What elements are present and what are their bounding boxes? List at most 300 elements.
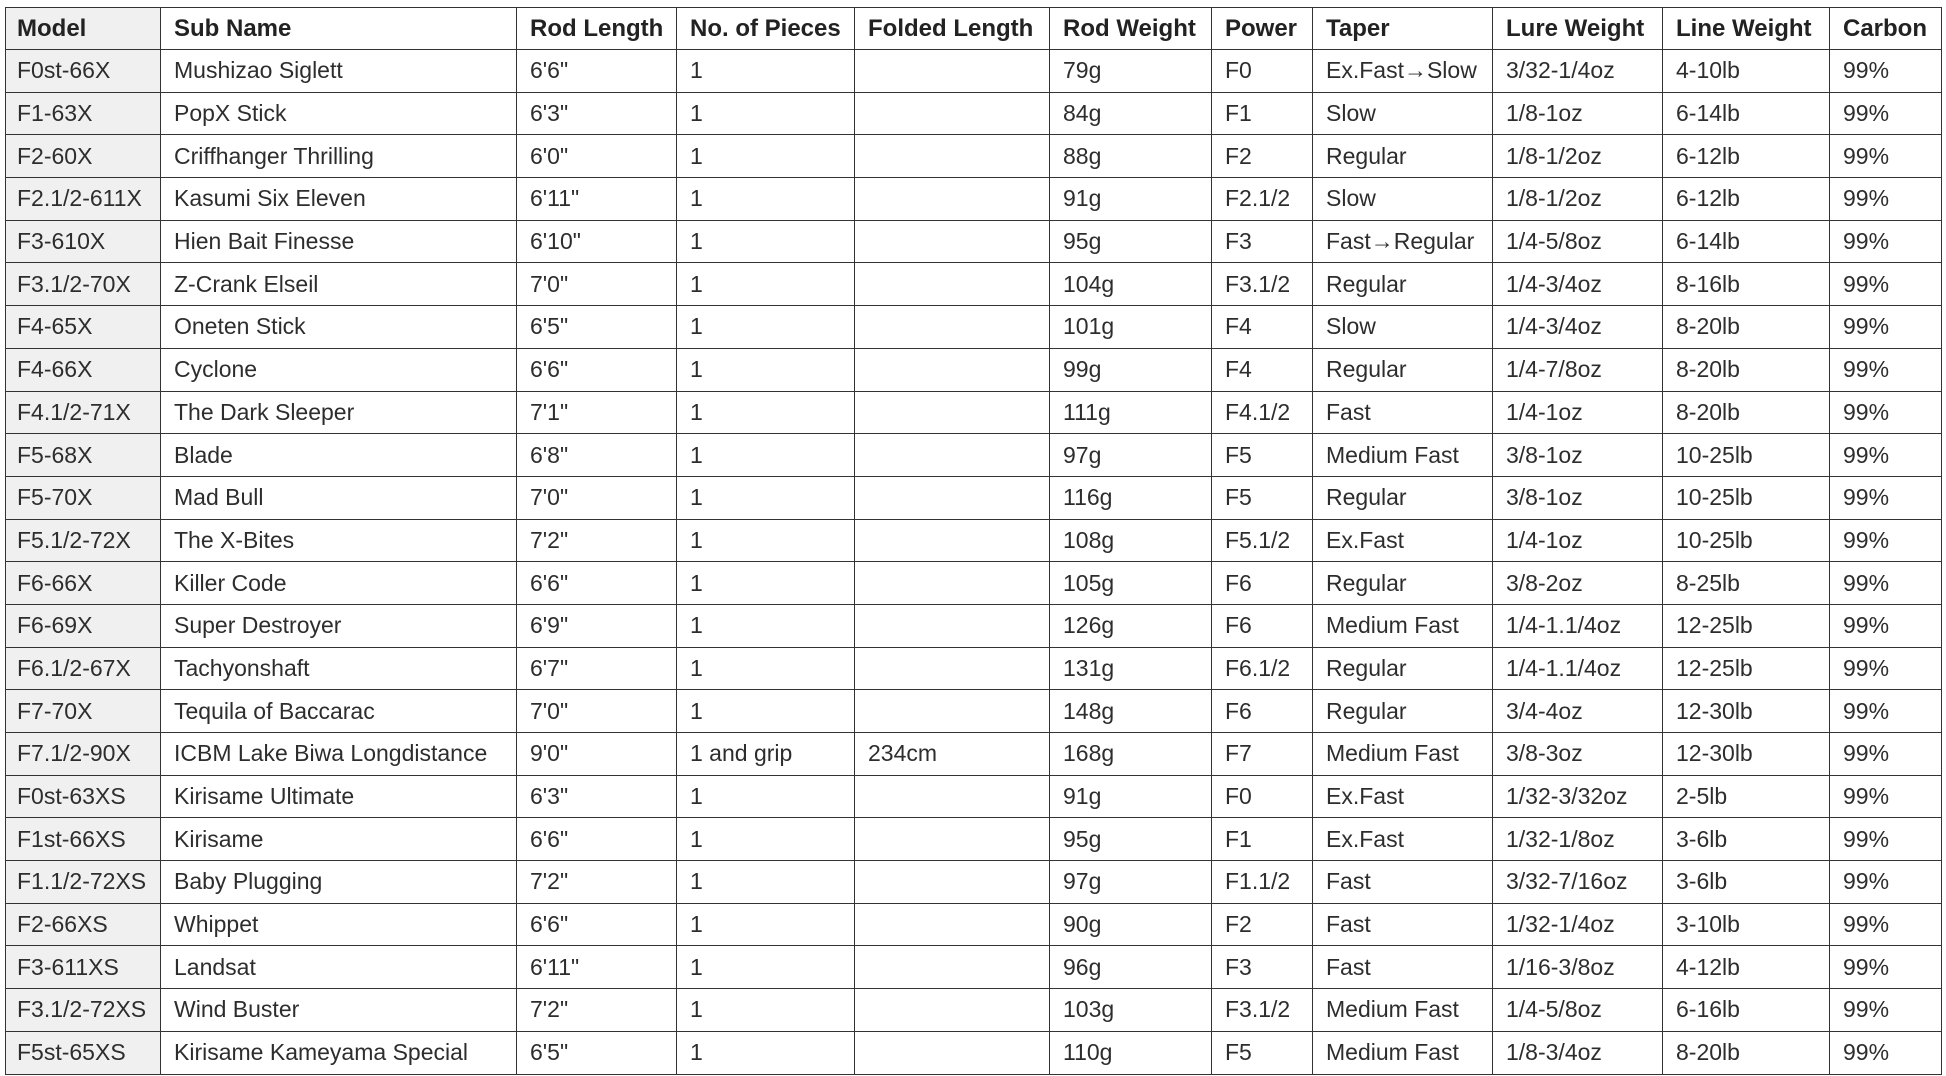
cell-pieces: 1 — [677, 476, 855, 519]
cell-carbon: 99% — [1830, 989, 1942, 1032]
cell-line-weight: 3-10lb — [1663, 903, 1830, 946]
cell-power: F3 — [1212, 946, 1313, 989]
cell-sub-name: Oneten Stick — [161, 306, 517, 349]
cell-model: F1-63X — [6, 92, 161, 135]
cell-rod-weight: 88g — [1050, 135, 1212, 178]
cell-sub-name: Killer Code — [161, 562, 517, 605]
cell-model: F4-66X — [6, 348, 161, 391]
cell-carbon: 99% — [1830, 647, 1942, 690]
cell-lure-weight: 1/8-1/2oz — [1493, 135, 1663, 178]
cell-power: F3.1/2 — [1212, 263, 1313, 306]
cell-line-weight: 8-20lb — [1663, 1031, 1830, 1074]
cell-power: F1 — [1212, 818, 1313, 861]
cell-power: F5 — [1212, 476, 1313, 519]
cell-line-weight: 8-20lb — [1663, 306, 1830, 349]
cell-folded-length — [855, 92, 1050, 135]
cell-sub-name: Super Destroyer — [161, 604, 517, 647]
table-row — [6, 220, 1942, 263]
cell-carbon: 99% — [1830, 391, 1942, 434]
cell-rod-length: 6'9" — [517, 604, 677, 647]
cell-power: F5.1/2 — [1212, 519, 1313, 562]
column-header-lure-weight: Lure Weight — [1493, 8, 1663, 50]
cell-rod-length: 6'6" — [517, 903, 677, 946]
cell-rod-length: 6'6" — [517, 562, 677, 605]
cell-model: F1st-66XS — [6, 818, 161, 861]
cell-lure-weight: 3/8-2oz — [1493, 562, 1663, 605]
cell-lure-weight: 1/4-3/4oz — [1493, 306, 1663, 349]
table-row — [6, 434, 1942, 477]
table-row — [6, 178, 1942, 221]
cell-taper: Ex.Fast — [1313, 519, 1493, 562]
cell-folded-length — [855, 434, 1050, 477]
cell-pieces: 1 and grip — [677, 733, 855, 776]
cell-sub-name: Tachyonshaft — [161, 647, 517, 690]
cell-lure-weight: 3/8-3oz — [1493, 733, 1663, 776]
cell-sub-name: Tequila of Baccarac — [161, 690, 517, 733]
cell-carbon: 99% — [1830, 562, 1942, 605]
cell-lure-weight: 1/32-1/4oz — [1493, 903, 1663, 946]
column-header-line-weight: Line Weight — [1663, 8, 1830, 50]
cell-rod-weight: 91g — [1050, 775, 1212, 818]
cell-rod-weight: 84g — [1050, 92, 1212, 135]
cell-folded-length — [855, 903, 1050, 946]
cell-line-weight: 12-30lb — [1663, 733, 1830, 776]
cell-rod-weight: 116g — [1050, 476, 1212, 519]
cell-folded-length — [855, 306, 1050, 349]
table-row — [6, 50, 1942, 93]
column-header-carbon: Carbon — [1830, 8, 1942, 50]
cell-folded-length — [855, 604, 1050, 647]
cell-taper: Regular — [1313, 135, 1493, 178]
cell-lure-weight: 1/4-1.1/4oz — [1493, 647, 1663, 690]
cell-model: F3-611XS — [6, 946, 161, 989]
column-header-rod-length: Rod Length — [517, 8, 677, 50]
cell-pieces: 1 — [677, 903, 855, 946]
cell-carbon: 99% — [1830, 1031, 1942, 1074]
cell-model: F0st-63XS — [6, 775, 161, 818]
cell-lure-weight: 1/16-3/8oz — [1493, 946, 1663, 989]
cell-sub-name: Wind Buster — [161, 989, 517, 1032]
cell-folded-length — [855, 178, 1050, 221]
cell-power: F6 — [1212, 604, 1313, 647]
cell-carbon: 99% — [1830, 690, 1942, 733]
cell-lure-weight: 1/4-5/8oz — [1493, 220, 1663, 263]
cell-pieces: 1 — [677, 989, 855, 1032]
cell-carbon: 99% — [1830, 733, 1942, 776]
cell-folded-length — [855, 1031, 1050, 1074]
cell-rod-weight: 101g — [1050, 306, 1212, 349]
cell-folded-length — [855, 647, 1050, 690]
cell-line-weight: 12-25lb — [1663, 647, 1830, 690]
cell-rod-length: 6'6" — [517, 348, 677, 391]
cell-rod-length: 6'7" — [517, 647, 677, 690]
cell-folded-length — [855, 263, 1050, 306]
cell-line-weight: 6-12lb — [1663, 135, 1830, 178]
cell-lure-weight: 1/4-1oz — [1493, 519, 1663, 562]
table-row — [6, 348, 1942, 391]
cell-pieces: 1 — [677, 861, 855, 904]
cell-lure-weight: 1/4-7/8oz — [1493, 348, 1663, 391]
cell-taper: Fast→Regular — [1313, 220, 1493, 263]
cell-sub-name: Kirisame Kameyama Special — [161, 1031, 517, 1074]
table-row — [6, 861, 1942, 904]
cell-taper: Fast — [1313, 391, 1493, 434]
cell-line-weight: 6-14lb — [1663, 220, 1830, 263]
cell-lure-weight: 1/8-1/2oz — [1493, 178, 1663, 221]
cell-pieces: 1 — [677, 391, 855, 434]
cell-rod-weight: 97g — [1050, 861, 1212, 904]
cell-lure-weight: 1/8-1oz — [1493, 92, 1663, 135]
cell-pieces: 1 — [677, 92, 855, 135]
cell-rod-weight: 148g — [1050, 690, 1212, 733]
cell-lure-weight: 3/32-1/4oz — [1493, 50, 1663, 93]
table-row — [6, 733, 1942, 776]
cell-line-weight: 3-6lb — [1663, 818, 1830, 861]
cell-carbon: 99% — [1830, 519, 1942, 562]
cell-line-weight: 6-14lb — [1663, 92, 1830, 135]
column-header-pieces: No. of Pieces — [677, 8, 855, 50]
cell-rod-weight: 131g — [1050, 647, 1212, 690]
table-body — [6, 50, 1942, 1075]
cell-line-weight: 2-5lb — [1663, 775, 1830, 818]
cell-rod-length: 7'2" — [517, 861, 677, 904]
cell-rod-length: 7'2" — [517, 989, 677, 1032]
cell-rod-weight: 97g — [1050, 434, 1212, 477]
spec-table-container — [5, 7, 1942, 1075]
cell-sub-name: Cyclone — [161, 348, 517, 391]
cell-rod-weight: 79g — [1050, 50, 1212, 93]
table-row — [6, 1031, 1942, 1074]
cell-pieces: 1 — [677, 434, 855, 477]
cell-carbon: 99% — [1830, 775, 1942, 818]
cell-pieces: 1 — [677, 690, 855, 733]
cell-taper: Medium Fast — [1313, 604, 1493, 647]
cell-carbon: 99% — [1830, 306, 1942, 349]
table-row — [6, 519, 1942, 562]
cell-power: F6 — [1212, 562, 1313, 605]
cell-rod-weight: 104g — [1050, 263, 1212, 306]
cell-power: F2.1/2 — [1212, 178, 1313, 221]
cell-carbon: 99% — [1830, 903, 1942, 946]
cell-lure-weight: 1/32-1/8oz — [1493, 818, 1663, 861]
cell-folded-length — [855, 476, 1050, 519]
cell-lure-weight: 1/8-3/4oz — [1493, 1031, 1663, 1074]
cell-pieces: 1 — [677, 306, 855, 349]
cell-sub-name: Kasumi Six Eleven — [161, 178, 517, 221]
cell-folded-length — [855, 135, 1050, 178]
cell-carbon: 99% — [1830, 135, 1942, 178]
cell-power: F4 — [1212, 348, 1313, 391]
cell-model: F0st-66X — [6, 50, 161, 93]
cell-taper: Regular — [1313, 348, 1493, 391]
cell-line-weight: 6-12lb — [1663, 178, 1830, 221]
cell-power: F6 — [1212, 690, 1313, 733]
cell-carbon: 99% — [1830, 476, 1942, 519]
cell-sub-name: Hien Bait Finesse — [161, 220, 517, 263]
cell-taper: Regular — [1313, 476, 1493, 519]
cell-model: F3.1/2-70X — [6, 263, 161, 306]
cell-model: F4.1/2-71X — [6, 391, 161, 434]
cell-power: F7 — [1212, 733, 1313, 776]
cell-sub-name: PopX Stick — [161, 92, 517, 135]
cell-rod-length: 6'11" — [517, 946, 677, 989]
cell-rod-length: 6'11" — [517, 178, 677, 221]
cell-taper: Fast — [1313, 946, 1493, 989]
cell-sub-name: Mushizao Siglett — [161, 50, 517, 93]
cell-pieces: 1 — [677, 775, 855, 818]
cell-sub-name: The X-Bites — [161, 519, 517, 562]
cell-taper: Medium Fast — [1313, 989, 1493, 1032]
cell-sub-name: Kirisame Ultimate — [161, 775, 517, 818]
table-row — [6, 647, 1942, 690]
cell-rod-length: 9'0" — [517, 733, 677, 776]
cell-folded-length — [855, 775, 1050, 818]
cell-pieces: 1 — [677, 220, 855, 263]
cell-rod-length: 6'3" — [517, 92, 677, 135]
cell-folded-length — [855, 519, 1050, 562]
table-row — [6, 135, 1942, 178]
cell-rod-weight: 96g — [1050, 946, 1212, 989]
cell-pieces: 1 — [677, 818, 855, 861]
table-header-row — [6, 8, 1942, 50]
cell-taper: Fast — [1313, 861, 1493, 904]
cell-model: F6-69X — [6, 604, 161, 647]
table-row — [6, 562, 1942, 605]
cell-rod-length: 7'0" — [517, 476, 677, 519]
cell-rod-weight: 126g — [1050, 604, 1212, 647]
table-row — [6, 92, 1942, 135]
cell-taper: Slow — [1313, 306, 1493, 349]
table-row — [6, 775, 1942, 818]
cell-rod-weight: 110g — [1050, 1031, 1212, 1074]
cell-folded-length — [855, 946, 1050, 989]
cell-pieces: 1 — [677, 562, 855, 605]
cell-folded-length — [855, 818, 1050, 861]
cell-folded-length — [855, 391, 1050, 434]
cell-line-weight: 8-20lb — [1663, 348, 1830, 391]
rod-spec-table — [5, 7, 1942, 1075]
cell-model: F1.1/2-72XS — [6, 861, 161, 904]
cell-taper: Ex.Fast — [1313, 818, 1493, 861]
cell-model: F7-70X — [6, 690, 161, 733]
cell-power: F1.1/2 — [1212, 861, 1313, 904]
cell-power: F2 — [1212, 135, 1313, 178]
cell-line-weight: 10-25lb — [1663, 476, 1830, 519]
table-row — [6, 391, 1942, 434]
cell-rod-weight: 108g — [1050, 519, 1212, 562]
cell-power: F1 — [1212, 92, 1313, 135]
cell-lure-weight: 1/4-1.1/4oz — [1493, 604, 1663, 647]
cell-power: F5 — [1212, 1031, 1313, 1074]
cell-model: F3-610X — [6, 220, 161, 263]
cell-power: F0 — [1212, 775, 1313, 818]
cell-line-weight: 12-25lb — [1663, 604, 1830, 647]
cell-lure-weight: 3/4-4oz — [1493, 690, 1663, 733]
cell-lure-weight: 1/4-1oz — [1493, 391, 1663, 434]
cell-power: F6.1/2 — [1212, 647, 1313, 690]
cell-pieces: 1 — [677, 647, 855, 690]
cell-line-weight: 10-25lb — [1663, 519, 1830, 562]
column-header-rod-weight: Rod Weight — [1050, 8, 1212, 50]
cell-carbon: 99% — [1830, 348, 1942, 391]
cell-power: F3 — [1212, 220, 1313, 263]
cell-taper: Regular — [1313, 263, 1493, 306]
cell-sub-name: Landsat — [161, 946, 517, 989]
cell-sub-name: Criffhanger Thrilling — [161, 135, 517, 178]
cell-pieces: 1 — [677, 1031, 855, 1074]
cell-carbon: 99% — [1830, 861, 1942, 904]
cell-carbon: 99% — [1830, 818, 1942, 861]
cell-power: F4 — [1212, 306, 1313, 349]
cell-model: F5-70X — [6, 476, 161, 519]
cell-line-weight: 3-6lb — [1663, 861, 1830, 904]
cell-rod-weight: 168g — [1050, 733, 1212, 776]
cell-folded-length — [855, 861, 1050, 904]
cell-rod-length: 6'8" — [517, 434, 677, 477]
cell-carbon: 99% — [1830, 604, 1942, 647]
cell-lure-weight: 3/8-1oz — [1493, 476, 1663, 519]
cell-power: F5 — [1212, 434, 1313, 477]
cell-carbon: 99% — [1830, 92, 1942, 135]
table-row — [6, 604, 1942, 647]
table-row — [6, 476, 1942, 519]
cell-pieces: 1 — [677, 348, 855, 391]
cell-sub-name: Baby Plugging — [161, 861, 517, 904]
cell-rod-length: 7'0" — [517, 690, 677, 733]
table-row — [6, 989, 1942, 1032]
cell-model: F3.1/2-72XS — [6, 989, 161, 1032]
table-row — [6, 818, 1942, 861]
table-row — [6, 946, 1942, 989]
cell-rod-weight: 95g — [1050, 818, 1212, 861]
cell-line-weight: 4-10lb — [1663, 50, 1830, 93]
cell-taper: Regular — [1313, 690, 1493, 733]
cell-model: F2-60X — [6, 135, 161, 178]
cell-pieces: 1 — [677, 178, 855, 221]
cell-line-weight: 8-20lb — [1663, 391, 1830, 434]
cell-model: F6.1/2-67X — [6, 647, 161, 690]
cell-rod-length: 7'2" — [517, 519, 677, 562]
cell-sub-name: ICBM Lake Biwa Longdistance — [161, 733, 517, 776]
cell-pieces: 1 — [677, 519, 855, 562]
cell-pieces: 1 — [677, 135, 855, 178]
column-header-taper: Taper — [1313, 8, 1493, 50]
cell-lure-weight: 1/4-5/8oz — [1493, 989, 1663, 1032]
column-header-folded-length: Folded Length — [855, 8, 1050, 50]
cell-carbon: 99% — [1830, 946, 1942, 989]
cell-power: F3.1/2 — [1212, 989, 1313, 1032]
cell-line-weight: 8-25lb — [1663, 562, 1830, 605]
cell-carbon: 99% — [1830, 263, 1942, 306]
cell-model: F5st-65XS — [6, 1031, 161, 1074]
cell-rod-weight: 99g — [1050, 348, 1212, 391]
cell-rod-weight: 91g — [1050, 178, 1212, 221]
cell-sub-name: The Dark Sleeper — [161, 391, 517, 434]
cell-model: F7.1/2-90X — [6, 733, 161, 776]
column-header-model: Model — [6, 8, 161, 50]
cell-model: F2-66XS — [6, 903, 161, 946]
cell-pieces: 1 — [677, 604, 855, 647]
cell-folded-length — [855, 562, 1050, 605]
cell-rod-length: 6'5" — [517, 306, 677, 349]
cell-pieces: 1 — [677, 946, 855, 989]
cell-rod-length: 6'5" — [517, 1031, 677, 1074]
cell-taper: Medium Fast — [1313, 434, 1493, 477]
table-row — [6, 306, 1942, 349]
cell-sub-name: Whippet — [161, 903, 517, 946]
cell-taper: Slow — [1313, 178, 1493, 221]
cell-taper: Regular — [1313, 647, 1493, 690]
cell-rod-weight: 105g — [1050, 562, 1212, 605]
cell-folded-length — [855, 348, 1050, 391]
cell-power: F0 — [1212, 50, 1313, 93]
cell-carbon: 99% — [1830, 434, 1942, 477]
cell-carbon: 99% — [1830, 220, 1942, 263]
cell-lure-weight: 1/4-3/4oz — [1493, 263, 1663, 306]
cell-folded-length — [855, 50, 1050, 93]
column-header-sub-name: Sub Name — [161, 8, 517, 50]
cell-rod-weight: 90g — [1050, 903, 1212, 946]
cell-model: F4-65X — [6, 306, 161, 349]
cell-line-weight: 12-30lb — [1663, 690, 1830, 733]
cell-carbon: 99% — [1830, 178, 1942, 221]
cell-line-weight: 8-16lb — [1663, 263, 1830, 306]
cell-line-weight: 6-16lb — [1663, 989, 1830, 1032]
cell-rod-weight: 103g — [1050, 989, 1212, 1032]
cell-rod-weight: 111g — [1050, 391, 1212, 434]
cell-sub-name: Kirisame — [161, 818, 517, 861]
cell-sub-name: Mad Bull — [161, 476, 517, 519]
cell-sub-name: Blade — [161, 434, 517, 477]
cell-taper: Regular — [1313, 562, 1493, 605]
table-row — [6, 903, 1942, 946]
table-row — [6, 690, 1942, 733]
cell-rod-length: 7'0" — [517, 263, 677, 306]
cell-lure-weight: 1/32-3/32oz — [1493, 775, 1663, 818]
cell-power: F2 — [1212, 903, 1313, 946]
cell-power: F4.1/2 — [1212, 391, 1313, 434]
cell-rod-length: 7'1" — [517, 391, 677, 434]
cell-folded-length — [855, 690, 1050, 733]
cell-model: F6-66X — [6, 562, 161, 605]
cell-taper: Ex.Fast — [1313, 775, 1493, 818]
cell-model: F2.1/2-611X — [6, 178, 161, 221]
cell-rod-length: 6'10" — [517, 220, 677, 263]
cell-rod-length: 6'3" — [517, 775, 677, 818]
cell-pieces: 1 — [677, 50, 855, 93]
table-row — [6, 263, 1942, 306]
cell-lure-weight: 3/32-7/16oz — [1493, 861, 1663, 904]
cell-pieces: 1 — [677, 263, 855, 306]
cell-sub-name: Z-Crank Elseil — [161, 263, 517, 306]
cell-model: F5-68X — [6, 434, 161, 477]
cell-rod-weight: 95g — [1050, 220, 1212, 263]
cell-carbon: 99% — [1830, 50, 1942, 93]
cell-rod-length: 6'6" — [517, 818, 677, 861]
column-header-power: Power — [1212, 8, 1313, 50]
cell-line-weight: 4-12lb — [1663, 946, 1830, 989]
cell-rod-length: 6'6" — [517, 50, 677, 93]
cell-folded-length: 234cm — [855, 733, 1050, 776]
cell-folded-length — [855, 989, 1050, 1032]
cell-rod-length: 6'0" — [517, 135, 677, 178]
cell-taper: Slow — [1313, 92, 1493, 135]
cell-taper: Ex.Fast→Slow — [1313, 50, 1493, 93]
cell-folded-length — [855, 220, 1050, 263]
cell-model: F5.1/2-72X — [6, 519, 161, 562]
cell-taper: Fast — [1313, 903, 1493, 946]
cell-taper: Medium Fast — [1313, 733, 1493, 776]
